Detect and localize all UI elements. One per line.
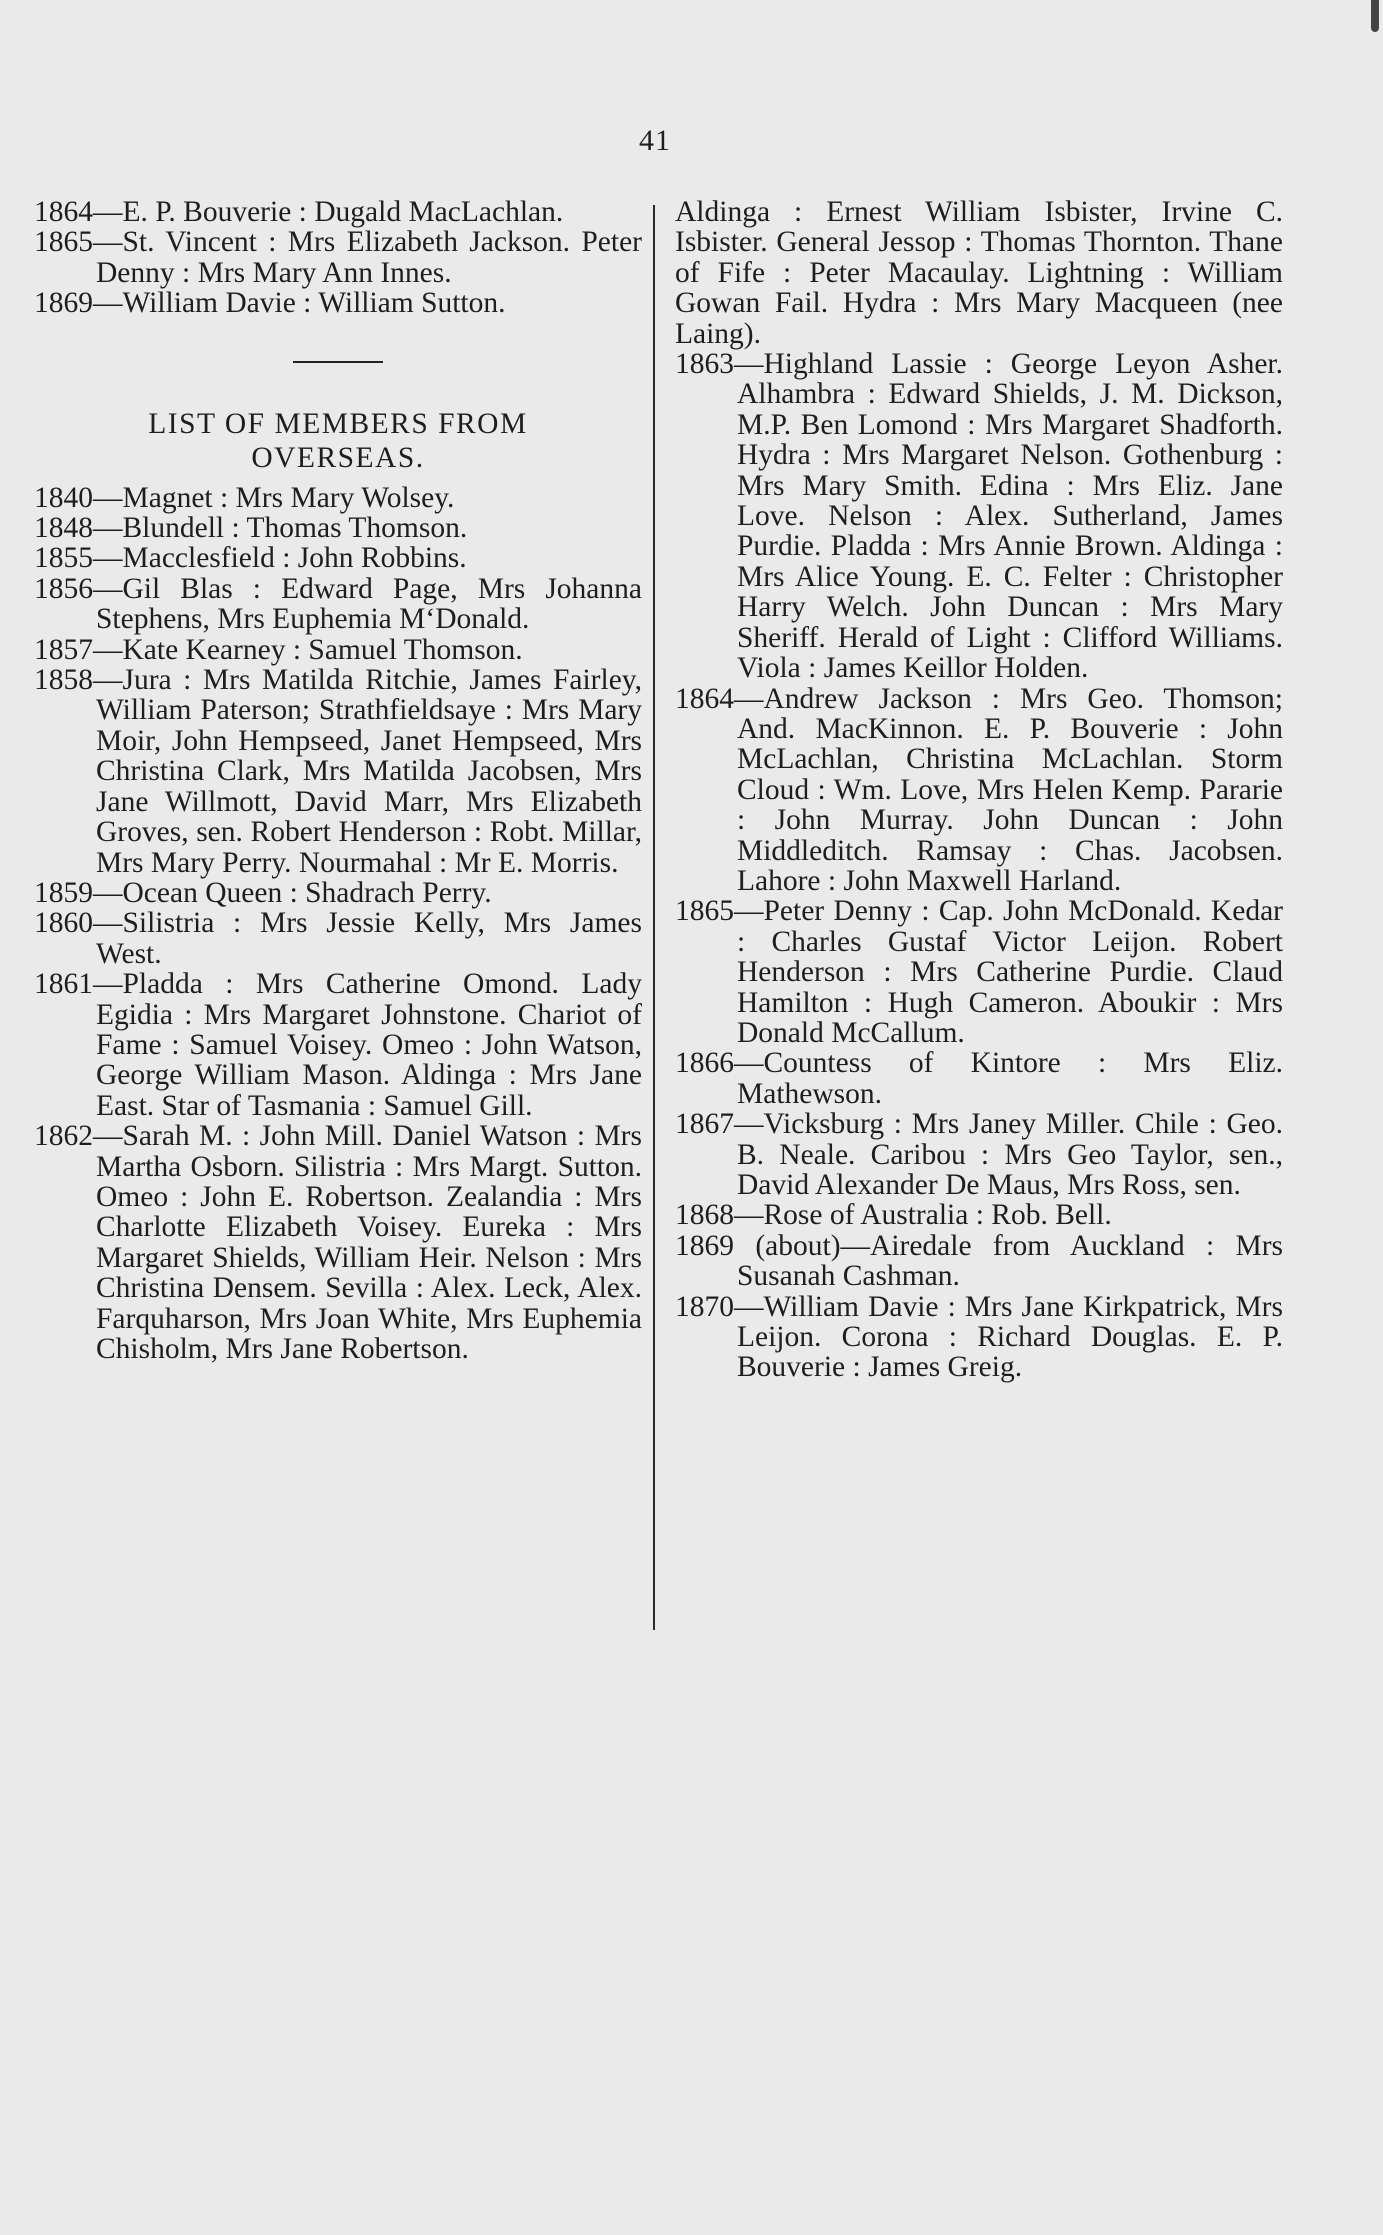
- right-column: [675, 197, 1283, 1383]
- entry-1869-william-davie: 1869—William Davie : William Sutton.: [34, 287, 506, 320]
- entry-1862-continued: Aldinga : Ernest William Isbister, Irvine C. Isbister. General Jessop : Thomas Thornton. Thane of Fife : Peter Macaulay. Lightning : William Gowan Fail. Hydra : Mrs Mary Macqueen (nee Laing).: [675, 196, 1283, 350]
- entry-1840: 1840—Magnet : Mrs Mary Wolsey.: [34, 481, 455, 514]
- entry-1866: 1866—Countess of Kintore : Mrs Eliz. Mathewson.: [675, 1047, 1283, 1110]
- entry-1862: 1862—Sarah M. : John Mill. Daniel Watson : Mrs Martha Osborn. Silistria : Mrs Margt. Sutton. Omeo : John E. Robertson. Zealandia : Mrs Charlotte Elizabeth Voisey. Eureka : Mrs Margaret Shields, William Heir. Nelson : Mrs Christina Densem. Sevilla : Alex. Leck, Alex. Farquharson, Mrs Joan White, Mrs Euphemia Chisholm, Mrs Jane Robertson.: [34, 1120, 642, 1365]
- entry-1868: 1868—Rose of Australia : Rob. Bell.: [675, 1199, 1112, 1232]
- entry-1861: 1861—Pladda : Mrs Catherine Omond. Lady Egidia : Mrs Margaret Johnstone. Chariot of Fame : Samuel Voisey. Omeo : John Watson, George William Mason. Aldinga : Mrs Jane East. Star of Tasmania : Samuel Gill.: [34, 968, 642, 1122]
- column-divider: [653, 205, 655, 1630]
- entry-1863: 1863—Highland Lassie : George Leyon Asher. Alhambra : Edward Shields, J. M. Dickson, M.P. Ben Lomond : Mrs Margaret Shadforth. Hydra : Mrs Margaret Nelson. Gothenburg : Mrs Mary Smith. Edina : Mrs Eliz. Jane Love. Nelson : Alex. Sutherland, James Purdie. Pladda : Mrs Annie Brown. Aldinga : Mrs Alice Young. E. C. Felter : Christopher Harry Welch. John Duncan : Mrs Mary Sheriff. Herald of Light : Clifford Williams. Viola : James Keillor Holden.: [675, 348, 1283, 685]
- entry-1865: 1865—Peter Denny : Cap. John McDonald. Kedar : Charles Gustaf Victor Leijon. Robert Henderson : Mrs Catherine Purdie. Claud Hamilton : Hugh Cameron. Aboukir : Mrs Donald McCallum.: [675, 895, 1283, 1049]
- entry-1860: 1860—Silistria : Mrs Jessie Kelly, Mrs James West.: [34, 907, 642, 970]
- left-column: [34, 197, 642, 1364]
- entry-1867: 1867—Vicksburg : Mrs Janey Miller. Chile : Geo. B. Neale. Caribou : Mrs Geo Taylor, sen., David Alexander De Maus, Mrs Ross, sen.: [675, 1108, 1283, 1201]
- page-corner-mark: [1371, 0, 1379, 32]
- entry-1859: 1859—Ocean Queen : Shadrach Perry.: [34, 876, 492, 909]
- entry-1856: 1856—Gil Blas : Edward Page, Mrs Johanna Stephens, Mrs Euphemia M‘Donald.: [34, 572, 642, 636]
- entry-1855: 1855—Macclesfield : John Robbins.: [34, 542, 467, 575]
- entry-1864-bouverie: 1864—E. P. Bouverie : Dugald MacLachlan.: [34, 196, 564, 228]
- entry-1864: 1864—Andrew Jackson : Mrs Geo. Thomson; And. MacKinnon. E. P. Bouverie : John McLachlan, Christina McLachlan. Storm Cloud : Wm. Love, Mrs Helen Kemp. Pararie : John Murray. John Duncan : John Middleditch. Ramsay : Chas. Jacobsen. Lahore : John Maxwell Harland.: [675, 682, 1283, 897]
- entry-1869: 1869 (about)—Airedale from Auckland : Mrs Susanah Cashman.: [675, 1229, 1283, 1293]
- entry-1848: 1848—Blundell : Thomas Thomson.: [34, 512, 468, 545]
- heading-line-2: OVERSEAS.: [251, 441, 425, 474]
- section-heading: [34, 407, 642, 475]
- entry-1858: 1858—Jura : Mrs Matilda Ritchie, James Fairley, William Paterson; Strathfieldsaye : Mrs Mary Moir, John Hempseed, Janet Hempseed, Mrs Christina Clark, Mrs Matilda Jacobsen, Mrs Jane Willmott, David Marr, Mrs Elizabeth Groves, sen. Robert Henderson : Robt. Millar, Mrs Mary Perry. Nourmahal : Mr E. Morris.: [34, 664, 642, 879]
- entry-1870: 1870—William Davie : Mrs Jane Kirkpatrick, Mrs Leijon. Corona : Richard Douglas. E. P. Bouverie : James Greig.: [675, 1290, 1283, 1384]
- page-number: 41: [639, 124, 671, 157]
- entry-1865-st-vincent: 1865—St. Vincent : Mrs Elizabeth Jackson. Peter Denny : Mrs Mary Ann Innes.: [34, 226, 642, 289]
- heading-line-1: LIST OF MEMBERS FROM: [148, 407, 528, 440]
- entry-1857: 1857—Kate Kearney : Samuel Thomson.: [34, 633, 523, 666]
